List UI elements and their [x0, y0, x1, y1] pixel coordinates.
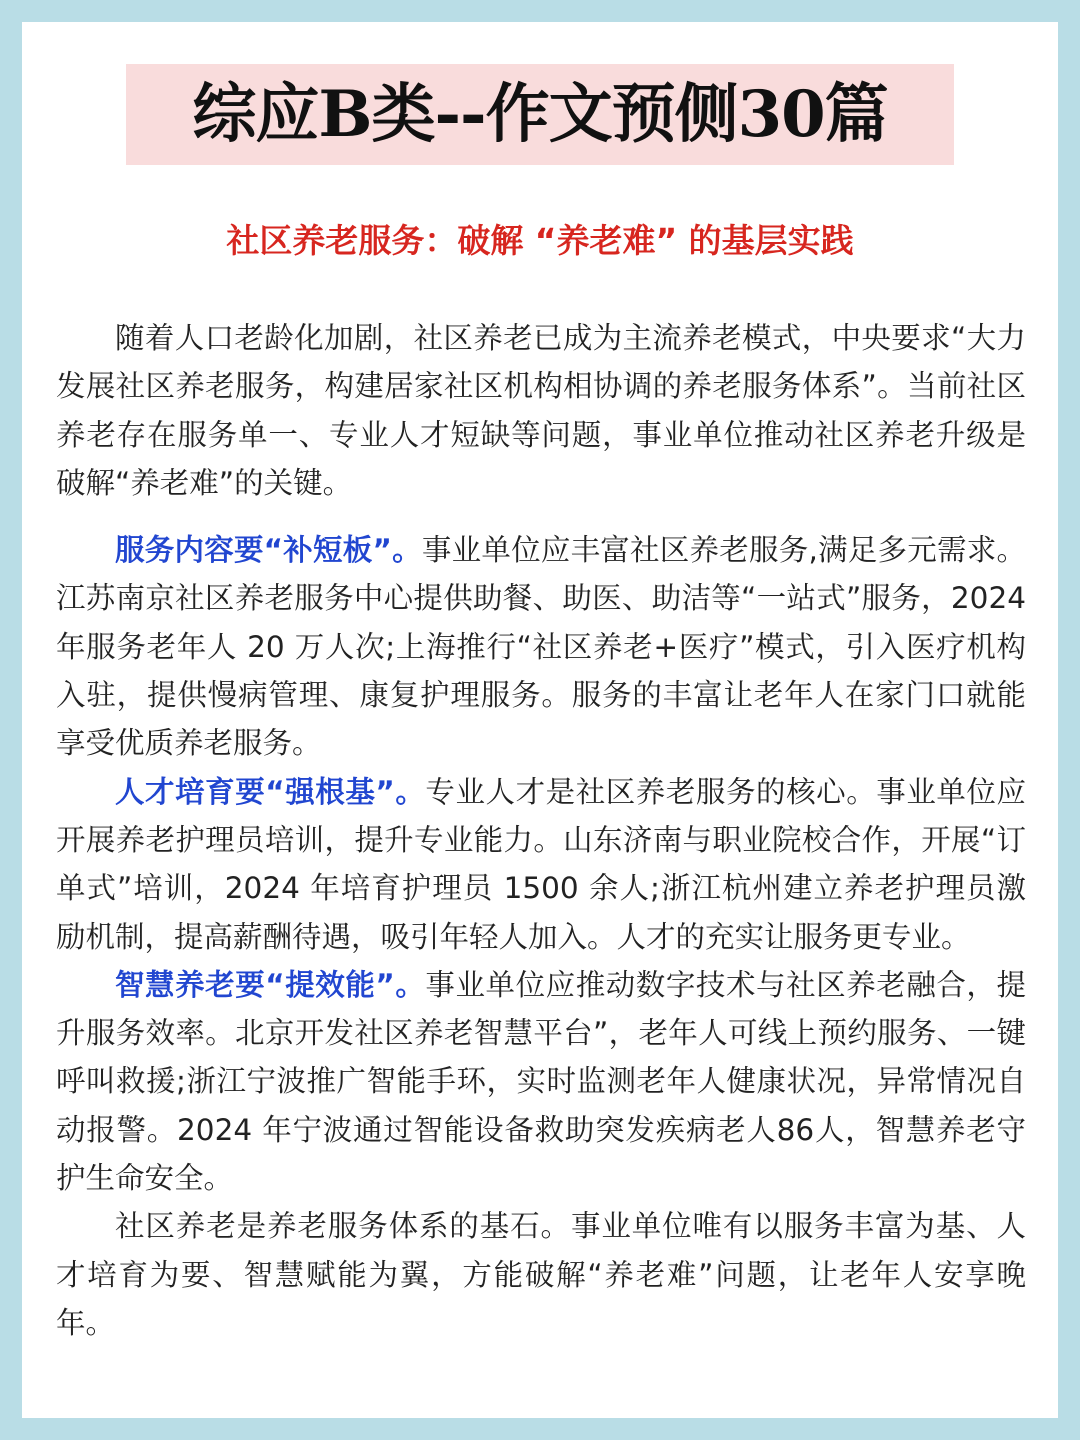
page-title: 综应B类--作文预侧30篇: [192, 77, 888, 152]
paragraph-service: [56, 526, 1026, 767]
paragraph-talent: [56, 768, 1026, 961]
paragraph-smart-heading: 智慧养老要“提效能”。: [115, 967, 426, 1002]
paragraph-service-text: 事业单位应丰富社区养老服务,满足多元需求。江苏南京社区养老服务中心提供助餐、助医、助洁等“一站式”服务，2024 年服务老年人 20 万人次;上海推行“社区养老+医疗”模式，引入医疗机构入驻，提供慢病管理、康复护理服务。服务的丰富让老年人在家门口就能享受优质养老服务。: [56, 533, 1026, 761]
paragraph-conclusion: [56, 1202, 1026, 1347]
paragraph-smart-text: 事业单位应推动数字技术与社区养老融合，提升服务效率。北京开发社区养老智慧平台”，老年人可线上预约服务、一键呼叫救援;浙江宁波推广智能手环，实时监测老年人健康状况，异常情况自动报警。2024 年宁波通过智能设备救助突发疾病老人86人，智慧养老守护生命安全。: [56, 967, 1026, 1196]
paragraph-intro: [56, 314, 1026, 507]
article-card: [22, 22, 1058, 1418]
paragraph-intro-text: 随着人口老龄化加剧，社区养老已成为主流养老模式，中央要求“大力发展社区养老服务，构建居家社区机构相协调的养老服务体系”。当前社区养老存在服务单一、专业人才短缺等问题，事业单位推动社区养老升级是破解“养老难”的关键。: [56, 321, 1026, 500]
paragraph-talent-heading: 人才培育要“强根基”。: [115, 774, 426, 809]
paragraph-conclusion-text: 社区养老是养老服务体系的基石。事业单位唯有以服务丰富为基、人才培育为要、智慧赋能为翼，方能破解“养老难”问题，让老年人安享晚年。: [56, 1209, 1026, 1340]
paragraph-talent-text: 专业人才是社区养老服务的核心。事业单位应开展养老护理员培训，提升专业能力。山东济南与职业院校合作，开展“订单式”培训，2024 年培育护理员 1500 余人;浙江杭州建立养老护理员激励机制，提高薪酬待遇，吸引年轻人加入。人才的充实让服务更专业。: [56, 774, 1026, 954]
article-body: [56, 314, 1026, 1347]
article-subtitle: 社区养老服务：破解 “养老难” 的基层实践: [226, 221, 854, 260]
paragraph-service-heading: 服务内容要“补短板”。: [115, 533, 422, 568]
paragraph-smart: [56, 961, 1026, 1202]
